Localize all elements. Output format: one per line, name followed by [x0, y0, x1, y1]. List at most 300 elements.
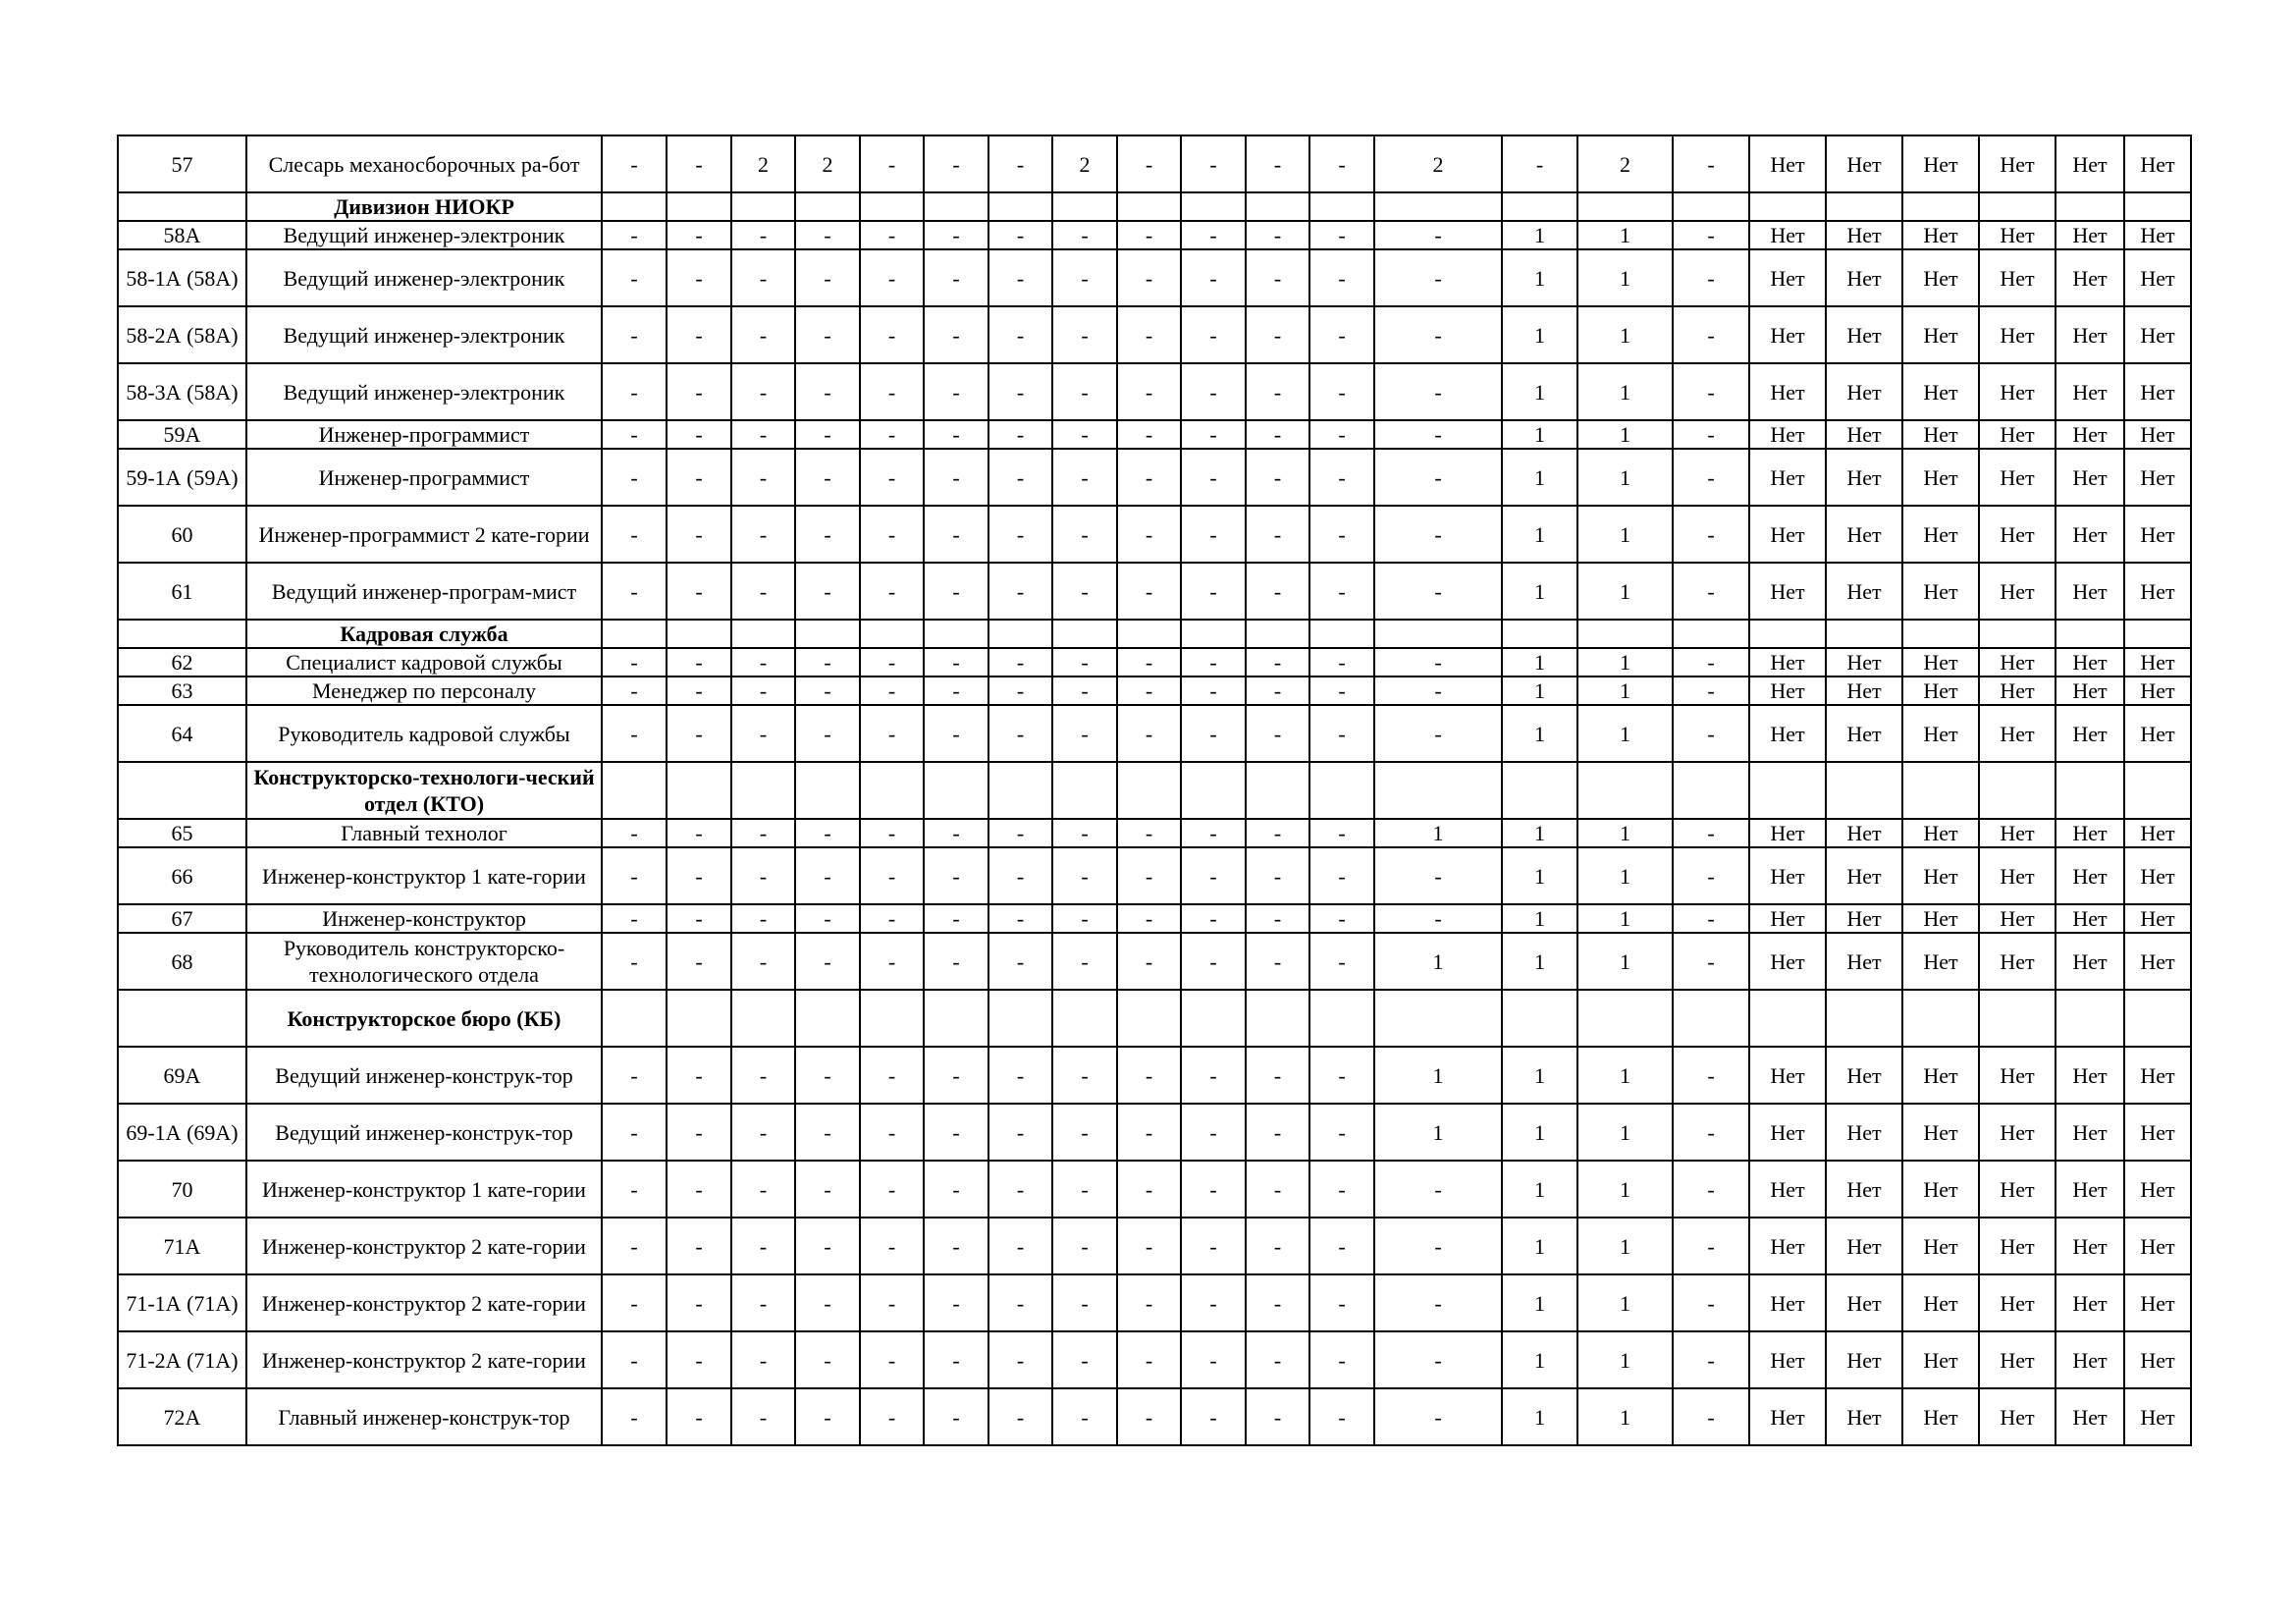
value-cell: -: [731, 933, 795, 990]
value-cell: -: [1246, 306, 1309, 363]
value-cell: Нет: [2124, 1388, 2191, 1445]
value-cell: 1: [1577, 1104, 1673, 1161]
value-cell: Нет: [1826, 1161, 1902, 1218]
value-cell: [1052, 990, 1117, 1047]
value-cell: [667, 192, 731, 221]
value-cell: [924, 620, 988, 648]
value-cell: -: [924, 1388, 988, 1445]
value-cell: -: [1502, 135, 1577, 192]
value-cell: [1902, 620, 1979, 648]
value-cell: Нет: [1979, 1218, 2056, 1274]
row-id-cell: 58-2А (58А): [118, 306, 246, 363]
table-row: [118, 819, 2191, 847]
value-cell: 1: [1502, 363, 1577, 420]
value-cell: -: [731, 363, 795, 420]
table-row: [118, 363, 2191, 420]
value-cell: -: [1309, 1274, 1374, 1331]
value-cell: -: [731, 705, 795, 762]
value-cell: 1: [1577, 221, 1673, 249]
value-cell: -: [1181, 904, 1246, 933]
value-cell: -: [924, 705, 988, 762]
value-cell: [1673, 762, 1749, 819]
section-title: Дивизион НИОКР: [246, 192, 602, 221]
value-cell: [1979, 990, 2056, 1047]
value-cell: -: [860, 249, 924, 306]
value-cell: Нет: [1826, 363, 1902, 420]
section-row: [118, 620, 2191, 648]
value-cell: Нет: [2056, 506, 2124, 563]
value-cell: -: [602, 1331, 667, 1388]
value-cell: -: [667, 363, 731, 420]
value-cell: Нет: [1749, 677, 1826, 705]
value-cell: -: [731, 221, 795, 249]
value-cell: [2056, 620, 2124, 648]
value-cell: -: [795, 363, 860, 420]
value-cell: Нет: [1826, 221, 1902, 249]
value-cell: [860, 990, 924, 1047]
value-cell: -: [860, 449, 924, 506]
value-cell: 1: [1577, 306, 1673, 363]
value-cell: -: [731, 1161, 795, 1218]
value-cell: -: [602, 819, 667, 847]
value-cell: -: [667, 705, 731, 762]
value-cell: Нет: [1826, 847, 1902, 904]
value-cell: -: [1181, 677, 1246, 705]
value-cell: [667, 762, 731, 819]
value-cell: Нет: [1902, 1161, 1979, 1218]
value-cell: Нет: [2056, 135, 2124, 192]
value-cell: -: [924, 847, 988, 904]
row-id-cell: 72А: [118, 1388, 246, 1445]
value-cell: Нет: [2056, 904, 2124, 933]
value-cell: -: [1673, 1218, 1749, 1274]
value-cell: Нет: [2124, 648, 2191, 677]
section-row: [118, 762, 2191, 819]
position-name-cell: Инженер-программист: [246, 420, 602, 449]
value-cell: -: [1673, 506, 1749, 563]
value-cell: -: [860, 1047, 924, 1104]
value-cell: -: [1374, 221, 1502, 249]
value-cell: -: [1117, 135, 1181, 192]
value-cell: Нет: [1826, 1331, 1902, 1388]
value-cell: -: [860, 363, 924, 420]
value-cell: Нет: [2124, 677, 2191, 705]
value-cell: -: [1052, 363, 1117, 420]
value-cell: -: [1052, 1047, 1117, 1104]
value-cell: Нет: [1749, 933, 1826, 990]
value-cell: Нет: [2056, 221, 2124, 249]
value-cell: -: [1673, 363, 1749, 420]
value-cell: -: [795, 1047, 860, 1104]
value-cell: -: [1246, 135, 1309, 192]
value-cell: [924, 192, 988, 221]
value-cell: Нет: [1902, 449, 1979, 506]
value-cell: Нет: [1979, 1388, 2056, 1445]
value-cell: Нет: [1749, 563, 1826, 620]
table-row: [118, 1104, 2191, 1161]
value-cell: Нет: [2124, 1104, 2191, 1161]
value-cell: -: [1309, 819, 1374, 847]
value-cell: -: [1374, 449, 1502, 506]
value-cell: [731, 762, 795, 819]
value-cell: [1979, 620, 2056, 648]
value-cell: -: [1309, 847, 1374, 904]
value-cell: Нет: [1902, 563, 1979, 620]
value-cell: -: [1181, 506, 1246, 563]
value-cell: -: [602, 563, 667, 620]
value-cell: -: [1117, 363, 1181, 420]
value-cell: -: [1117, 249, 1181, 306]
value-cell: [1749, 620, 1826, 648]
value-cell: -: [602, 249, 667, 306]
value-cell: -: [1673, 1104, 1749, 1161]
value-cell: -: [988, 847, 1052, 904]
value-cell: -: [1673, 677, 1749, 705]
value-cell: -: [731, 420, 795, 449]
value-cell: Нет: [1902, 1331, 1979, 1388]
position-name-cell: Ведущий инженер-програм-мист: [246, 563, 602, 620]
value-cell: -: [731, 1104, 795, 1161]
value-cell: -: [795, 221, 860, 249]
value-cell: -: [602, 933, 667, 990]
table-row: [118, 1331, 2191, 1388]
value-cell: -: [1052, 449, 1117, 506]
value-cell: -: [795, 1104, 860, 1161]
value-cell: Нет: [1979, 904, 2056, 933]
position-name-cell: Ведущий инженер-электроник: [246, 363, 602, 420]
value-cell: Нет: [2056, 677, 2124, 705]
value-cell: -: [602, 648, 667, 677]
value-cell: -: [1374, 1218, 1502, 1274]
value-cell: -: [1309, 363, 1374, 420]
value-cell: -: [1052, 1161, 1117, 1218]
value-cell: Нет: [1826, 1274, 1902, 1331]
value-cell: -: [602, 1388, 667, 1445]
value-cell: 1: [1502, 449, 1577, 506]
value-cell: -: [667, 306, 731, 363]
value-cell: Нет: [2124, 449, 2191, 506]
position-name-cell: Ведущий инженер-конструк-тор: [246, 1047, 602, 1104]
value-cell: -: [667, 648, 731, 677]
value-cell: -: [988, 904, 1052, 933]
value-cell: 1: [1502, 563, 1577, 620]
value-cell: -: [988, 563, 1052, 620]
value-cell: -: [795, 1274, 860, 1331]
value-cell: Нет: [1979, 363, 2056, 420]
position-name-cell: Специалист кадровой службы: [246, 648, 602, 677]
value-cell: -: [795, 1161, 860, 1218]
value-cell: -: [924, 1218, 988, 1274]
value-cell: Нет: [2124, 705, 2191, 762]
value-cell: -: [795, 449, 860, 506]
value-cell: Нет: [2124, 933, 2191, 990]
value-cell: [1117, 990, 1181, 1047]
value-cell: -: [988, 363, 1052, 420]
value-cell: [2056, 192, 2124, 221]
row-id-cell: 71А: [118, 1218, 246, 1274]
table-body: [118, 135, 2191, 1445]
value-cell: Нет: [1902, 306, 1979, 363]
value-cell: Нет: [1749, 705, 1826, 762]
value-cell: -: [924, 1104, 988, 1161]
value-cell: -: [1374, 1331, 1502, 1388]
value-cell: Нет: [1979, 1161, 2056, 1218]
value-cell: 1: [1577, 819, 1673, 847]
value-cell: [1979, 192, 2056, 221]
value-cell: Нет: [1979, 1104, 2056, 1161]
value-cell: -: [795, 563, 860, 620]
value-cell: Нет: [1749, 1047, 1826, 1104]
value-cell: Нет: [2124, 506, 2191, 563]
value-cell: [1052, 192, 1117, 221]
value-cell: 1: [1502, 420, 1577, 449]
value-cell: -: [602, 677, 667, 705]
value-cell: -: [795, 933, 860, 990]
value-cell: [1309, 762, 1374, 819]
value-cell: 1: [1374, 933, 1502, 990]
value-cell: Нет: [2056, 1104, 2124, 1161]
value-cell: [924, 762, 988, 819]
value-cell: [2124, 620, 2191, 648]
value-cell: -: [1052, 1274, 1117, 1331]
value-cell: [602, 990, 667, 1047]
value-cell: -: [1374, 904, 1502, 933]
value-cell: [1181, 620, 1246, 648]
value-cell: Нет: [2056, 1274, 2124, 1331]
value-cell: -: [1374, 648, 1502, 677]
value-cell: -: [795, 420, 860, 449]
value-cell: [1246, 192, 1309, 221]
value-cell: -: [860, 819, 924, 847]
value-cell: Нет: [2056, 705, 2124, 762]
value-cell: -: [1374, 363, 1502, 420]
row-id-cell: 64: [118, 705, 246, 762]
value-cell: -: [731, 1388, 795, 1445]
value-cell: [1374, 620, 1502, 648]
value-cell: -: [1374, 1388, 1502, 1445]
value-cell: [1246, 990, 1309, 1047]
value-cell: Нет: [1902, 1047, 1979, 1104]
value-cell: -: [860, 904, 924, 933]
value-cell: -: [1309, 1388, 1374, 1445]
value-cell: [2056, 762, 2124, 819]
value-cell: -: [1246, 1331, 1309, 1388]
value-cell: Нет: [2124, 1161, 2191, 1218]
table-row: [118, 135, 2191, 192]
value-cell: [1052, 620, 1117, 648]
value-cell: Нет: [1979, 506, 2056, 563]
value-cell: [1502, 762, 1577, 819]
value-cell: -: [731, 249, 795, 306]
value-cell: 2: [1374, 135, 1502, 192]
value-cell: -: [795, 677, 860, 705]
value-cell: [1502, 620, 1577, 648]
value-cell: -: [1374, 847, 1502, 904]
value-cell: -: [602, 1274, 667, 1331]
value-cell: 1: [1502, 306, 1577, 363]
value-cell: -: [1117, 1331, 1181, 1388]
value-cell: 1: [1577, 449, 1673, 506]
value-cell: -: [1246, 221, 1309, 249]
value-cell: 1: [1577, 648, 1673, 677]
value-cell: [1374, 990, 1502, 1047]
position-name-cell: Ведущий инженер-электроник: [246, 221, 602, 249]
value-cell: -: [795, 648, 860, 677]
value-cell: -: [1052, 819, 1117, 847]
value-cell: -: [667, 449, 731, 506]
value-cell: Нет: [1902, 249, 1979, 306]
value-cell: -: [1374, 1274, 1502, 1331]
value-cell: -: [924, 506, 988, 563]
value-cell: 2: [795, 135, 860, 192]
value-cell: [1502, 192, 1577, 221]
value-cell: -: [1181, 1104, 1246, 1161]
value-cell: -: [860, 1161, 924, 1218]
value-cell: [667, 620, 731, 648]
value-cell: Нет: [1979, 677, 2056, 705]
row-id-cell: [118, 762, 246, 819]
value-cell: [1181, 990, 1246, 1047]
value-cell: 1: [1502, 1331, 1577, 1388]
value-cell: -: [988, 933, 1052, 990]
value-cell: 1: [1502, 1047, 1577, 1104]
value-cell: -: [860, 705, 924, 762]
table-row: [118, 449, 2191, 506]
value-cell: Нет: [1979, 249, 2056, 306]
value-cell: -: [1374, 420, 1502, 449]
value-cell: -: [1246, 506, 1309, 563]
section-title: Кадровая служба: [246, 620, 602, 648]
value-cell: -: [1117, 306, 1181, 363]
value-cell: -: [1052, 847, 1117, 904]
value-cell: [988, 620, 1052, 648]
value-cell: [2124, 990, 2191, 1047]
value-cell: -: [667, 1274, 731, 1331]
row-id-cell: 67: [118, 904, 246, 933]
value-cell: 1: [1502, 1104, 1577, 1161]
value-cell: -: [860, 135, 924, 192]
value-cell: 1: [1502, 1388, 1577, 1445]
value-cell: -: [1117, 648, 1181, 677]
value-cell: [1052, 762, 1117, 819]
value-cell: -: [1117, 1388, 1181, 1445]
value-cell: -: [1052, 705, 1117, 762]
value-cell: -: [1309, 1047, 1374, 1104]
value-cell: [795, 990, 860, 1047]
value-cell: -: [1673, 819, 1749, 847]
value-cell: [1673, 990, 1749, 1047]
value-cell: -: [731, 904, 795, 933]
value-cell: Нет: [1826, 819, 1902, 847]
value-cell: -: [924, 648, 988, 677]
value-cell: -: [924, 221, 988, 249]
value-cell: Нет: [2056, 363, 2124, 420]
value-cell: -: [602, 221, 667, 249]
row-id-cell: 71-2А (71А): [118, 1331, 246, 1388]
value-cell: -: [1052, 933, 1117, 990]
value-cell: [1577, 990, 1673, 1047]
value-cell: Нет: [1749, 306, 1826, 363]
value-cell: [795, 192, 860, 221]
value-cell: Нет: [2124, 904, 2191, 933]
position-name-cell: Руководитель кадровой службы: [246, 705, 602, 762]
value-cell: Нет: [1749, 847, 1826, 904]
value-cell: Нет: [2124, 819, 2191, 847]
value-cell: -: [1673, 705, 1749, 762]
value-cell: Нет: [2056, 819, 2124, 847]
value-cell: -: [1309, 648, 1374, 677]
value-cell: -: [1117, 563, 1181, 620]
position-name-cell: Слесарь механосборочных ра-бот: [246, 135, 602, 192]
value-cell: -: [731, 677, 795, 705]
value-cell: -: [1246, 1047, 1309, 1104]
value-cell: Нет: [1902, 1104, 1979, 1161]
value-cell: -: [1309, 677, 1374, 705]
value-cell: -: [1673, 648, 1749, 677]
value-cell: [860, 762, 924, 819]
section-title: Конструкторское бюро (КБ): [246, 990, 602, 1047]
value-cell: -: [667, 221, 731, 249]
value-cell: [1577, 192, 1673, 221]
position-name-cell: Инженер-конструктор 2 кате-гории: [246, 1274, 602, 1331]
value-cell: [1749, 192, 1826, 221]
value-cell: Нет: [1826, 449, 1902, 506]
value-cell: Нет: [2056, 306, 2124, 363]
value-cell: Нет: [1749, 449, 1826, 506]
value-cell: -: [988, 221, 1052, 249]
value-cell: [1309, 990, 1374, 1047]
value-cell: Нет: [2056, 933, 2124, 990]
value-cell: -: [602, 449, 667, 506]
value-cell: Нет: [1902, 933, 1979, 990]
value-cell: -: [1181, 563, 1246, 620]
value-cell: Нет: [2056, 1388, 2124, 1445]
value-cell: -: [1052, 563, 1117, 620]
value-cell: Нет: [2124, 306, 2191, 363]
value-cell: 1: [1502, 904, 1577, 933]
value-cell: -: [1117, 1274, 1181, 1331]
value-cell: -: [924, 819, 988, 847]
row-id-cell: 59А: [118, 420, 246, 449]
value-cell: -: [1673, 1047, 1749, 1104]
value-cell: -: [988, 1104, 1052, 1161]
value-cell: 1: [1502, 677, 1577, 705]
value-cell: Нет: [1979, 563, 2056, 620]
value-cell: -: [924, 249, 988, 306]
value-cell: [1826, 990, 1902, 1047]
value-cell: -: [795, 847, 860, 904]
value-cell: Нет: [1902, 135, 1979, 192]
value-cell: [1246, 620, 1309, 648]
value-cell: -: [667, 1047, 731, 1104]
value-cell: -: [860, 1388, 924, 1445]
value-cell: -: [1374, 306, 1502, 363]
table-row: [118, 221, 2191, 249]
value-cell: -: [1181, 135, 1246, 192]
value-cell: -: [1309, 506, 1374, 563]
value-cell: -: [1309, 933, 1374, 990]
value-cell: -: [795, 904, 860, 933]
value-cell: -: [1052, 420, 1117, 449]
value-cell: -: [1309, 705, 1374, 762]
value-cell: -: [924, 449, 988, 506]
value-cell: Нет: [2056, 648, 2124, 677]
value-cell: 1: [1577, 506, 1673, 563]
value-cell: -: [988, 1161, 1052, 1218]
value-cell: 1: [1577, 1388, 1673, 1445]
value-cell: -: [1117, 506, 1181, 563]
value-cell: -: [1673, 563, 1749, 620]
